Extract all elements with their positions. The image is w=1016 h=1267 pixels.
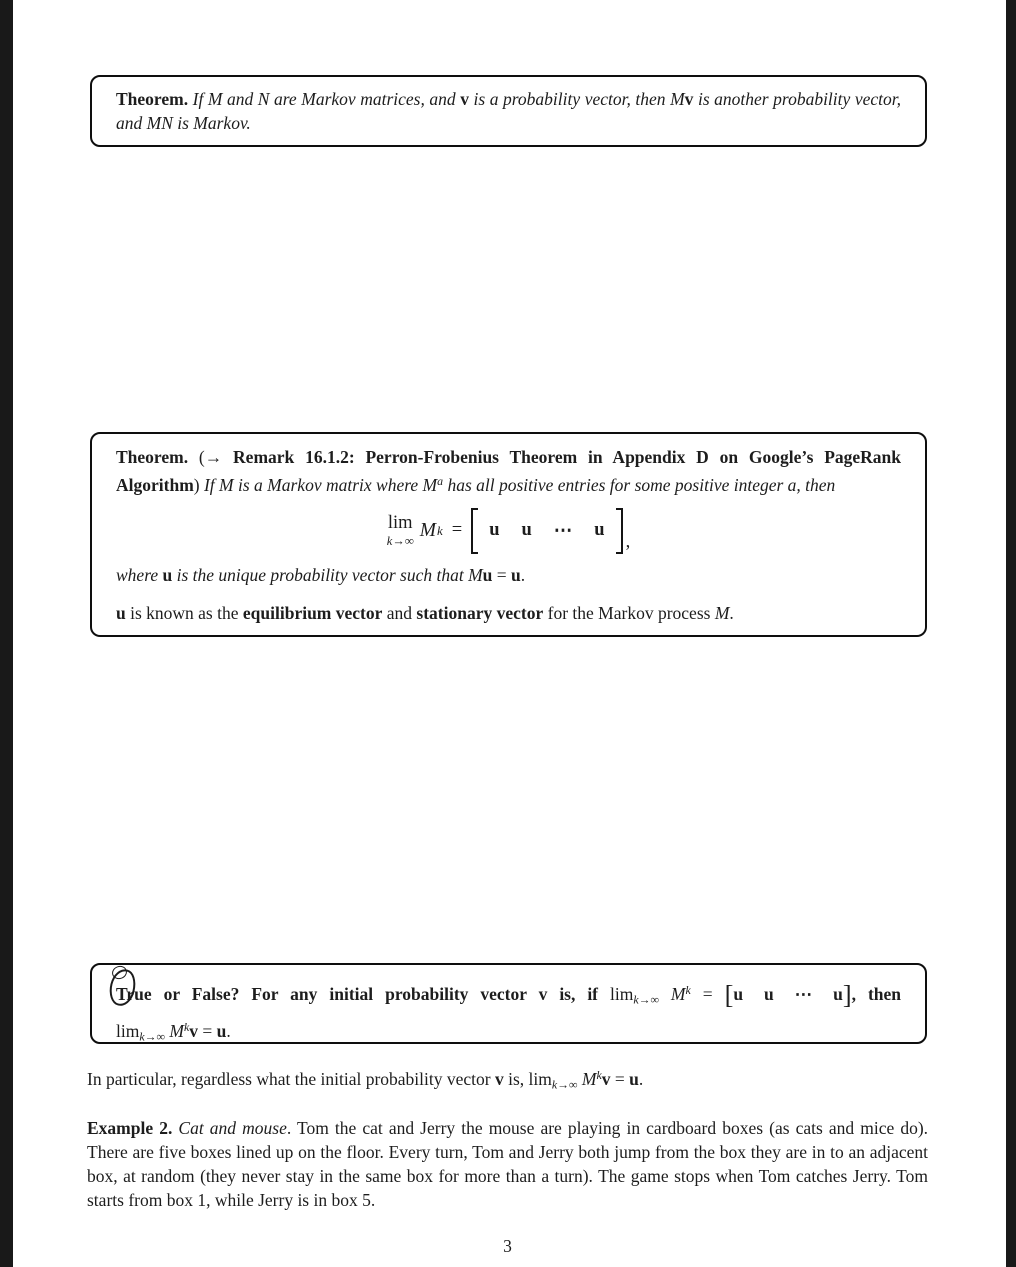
scan-margin-left bbox=[0, 0, 13, 1267]
theorem-1-text: Theorem. If M and N are Markov matrices, and v is a probability vector, then Mv is another probability vector, and MN is Markov. bbox=[116, 89, 901, 133]
true-or-false-box bbox=[90, 963, 927, 1044]
example-2-paragraph: Example 2. Cat and mouse. Tom the cat and Jerry the mouse are playing in cardboard boxes (as cats and mice do). There are five boxes lined up on the floor. Every turn, Tom and Jerry both jump from the box they are in to an adjacent box, at random (they never stay in the same box for more than a turn). The game stops when Tom catches Jerry. Tom starts from box 1, while Jerry is in box 5. bbox=[87, 1118, 929, 1210]
scan-margin-right bbox=[1006, 0, 1016, 1267]
matrix-entry: u bbox=[521, 519, 532, 540]
theorem-2-where-clause: where u is the unique probability vector such that Mu = u. bbox=[116, 564, 526, 585]
matrix-exponent: k bbox=[436, 522, 443, 538]
true-false-question-line-2: $\lim_{k\to\infty} M^kv = u$. bbox=[116, 1019, 231, 1044]
theorem-2-title: Theorem. (→ Remark 16.1.2: Perron-Frobenius Theorem in Appendix D on Google’s PageRank Algorithm) If M is a Markov matrix where $M^a$ has all positive entries for some positive integer a, then bbox=[116, 447, 902, 495]
lim-subscript: k→∞ bbox=[386, 534, 414, 549]
matrix-entry-dots: ⋯ bbox=[553, 520, 573, 541]
matrix-entry: u bbox=[594, 519, 605, 540]
matrix-entries bbox=[478, 520, 615, 542]
lim-with-subscript bbox=[387, 514, 414, 548]
matrix-entry: u bbox=[489, 519, 500, 540]
lim-word: lim bbox=[387, 512, 413, 533]
matrix-variable: M bbox=[419, 519, 436, 541]
left-bracket bbox=[471, 508, 478, 554]
page-number: 3 bbox=[503, 1236, 512, 1256]
equals-sign: = bbox=[451, 520, 463, 541]
true-false-question-line-1: True or False? For any initial probability vector v is, if $\lim_{k\to\infty} M^k = [u$ u ⋯ u], then bbox=[116, 980, 902, 1010]
theorem-2-equilibrium-note: u is known as the equilibrium vector and stationary vector for the Markov process M. bbox=[116, 602, 734, 623]
theorem-box-markov-product bbox=[90, 75, 927, 147]
limit-formula bbox=[116, 503, 901, 559]
right-bracket bbox=[616, 508, 623, 554]
formula-comma: , bbox=[625, 531, 631, 552]
in-particular-paragraph: In particular, regardless what the initial probability vector v is, $\lim_{k\to\infty} M^kv = u$. bbox=[87, 1068, 644, 1092]
theorem-box-perron-frobenius bbox=[90, 432, 927, 637]
